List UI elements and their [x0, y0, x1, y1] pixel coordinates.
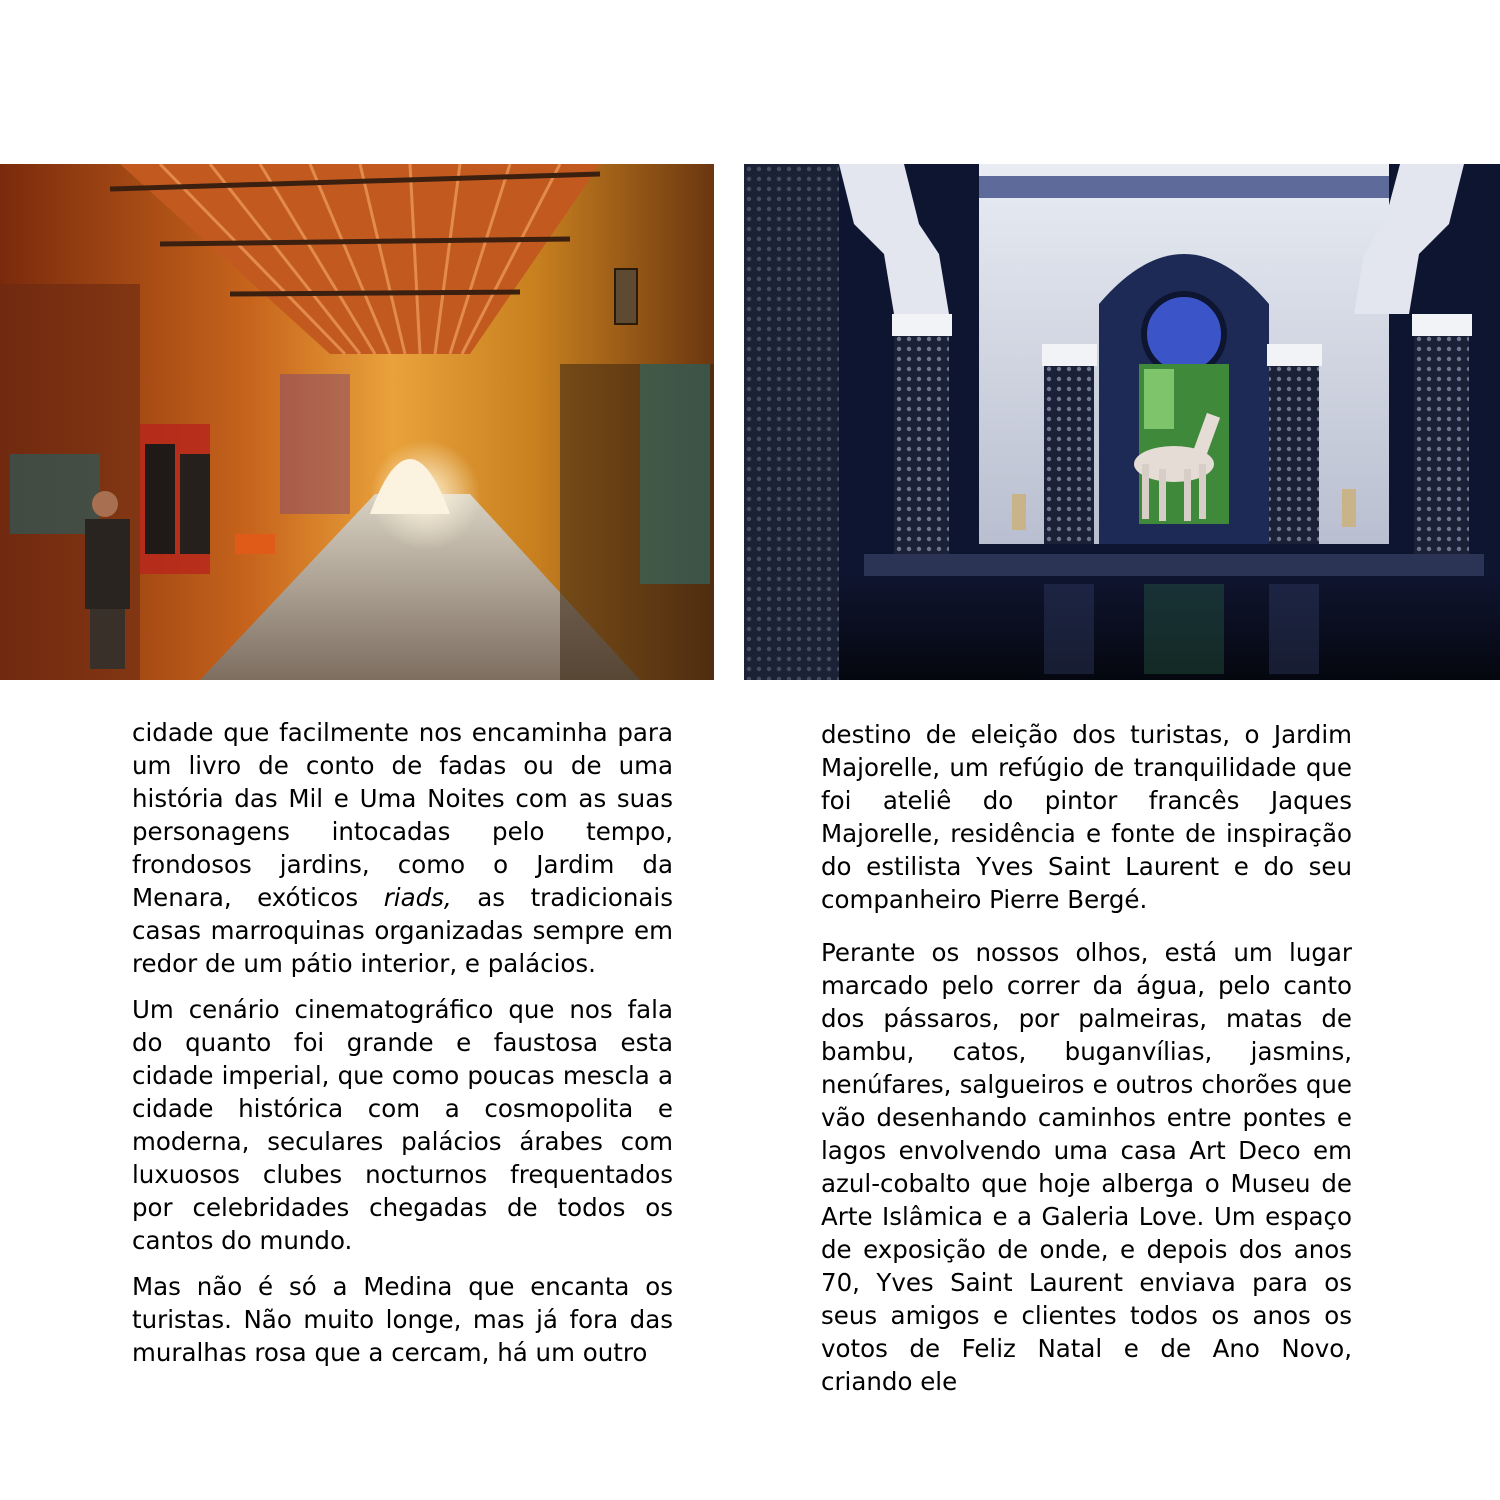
right-paragraph-1: destino de eleição dos turistas, o Jardim Majorelle, um refúgio de tranquilidade que foi ateliê do pintor francês Jaques Majorelle, residência e fonte de inspiração do estilista Yves Saint Laurent e do seu companheiro Pierre Bergé. — [821, 720, 1352, 914]
left-text-column — [132, 716, 673, 1369]
left-paragraph-1-part-b: as tradicionais casas marroquinas organizadas sempre em redor de um pátio interior, e palácios. — [132, 883, 673, 978]
left-paragraph-1 — [132, 716, 673, 980]
left-paragraph-3: Mas não é só a Medina que encanta os turistas. Não muito longe, mas já fora das muralhas rosa que a cercam, há um outro — [132, 1272, 673, 1367]
right-paragraph-2: Perante os nossos olhos, está um lugar marcado pelo correr da água, pelo canto dos pássaros, por palmeiras, matas de bambu, catos, buganvílias, jasmins, nenúfares, salgueiros e outros chorões que vão desenhando caminhos entre pontes e lagos envolvendo uma casa Art Deco em azul-cobalto que hoje alberga o Museu de Arte Islâmica e a Galeria Love. Um espaço de exposição de onde, e depois dos anos 70, Yves Saint Laurent enviava para os seus amigos e clientes todos os anos os votos de Feliz Natal e de Ano Novo, criando ele — [821, 938, 1352, 1396]
souk-alley-illustration — [0, 164, 714, 680]
souk-alley-photo — [0, 164, 714, 680]
riad-courtyard-horse-photo — [744, 164, 1500, 680]
left-paragraph-1-part-a: cidade que facilmente nos encaminha para um livro de conto de fadas ou de uma história das Mil e Uma Noites com as suas personagens intocadas pelo tempo, frondosos jardins, como o Jardim da Menara, exóticos — [132, 718, 673, 912]
left-paragraph-1-italic: riads, — [383, 883, 452, 912]
riad-courtyard-illustration — [744, 164, 1500, 680]
right-text-column — [821, 718, 1352, 1398]
left-paragraph-2: Um cenário cinematográfico que nos fala do quanto foi grande e faustosa esta cidade imperial, que como poucas mescla a cidade histórica com a cosmopolita e moderna, seculares palácios árabes com luxuosos clubes nocturnos frequentados por celebridades chegadas de todos os cantos do mundo. — [132, 995, 673, 1255]
